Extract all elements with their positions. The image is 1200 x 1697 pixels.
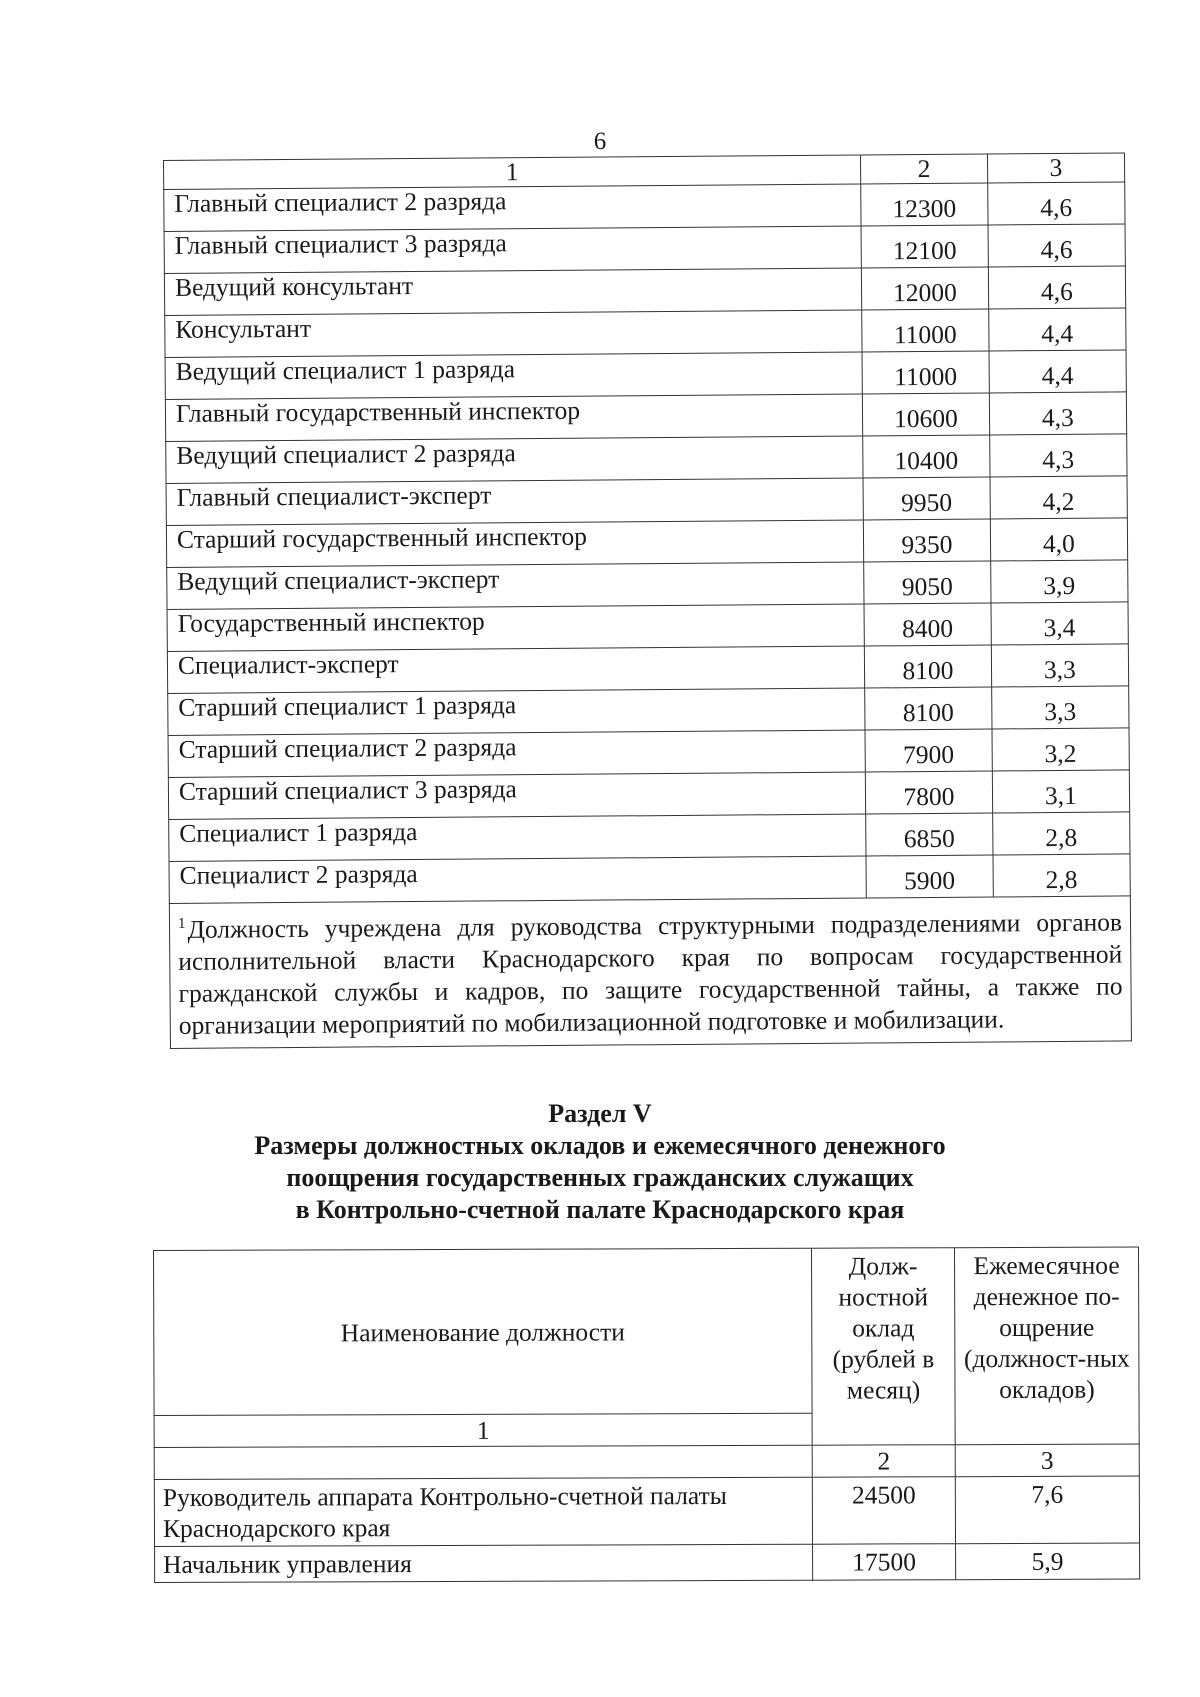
table-row: [164, 224, 1125, 274]
salary-value: 8400: [864, 603, 991, 646]
header-monthly-bonus: Ежемесячное денежное по-ощрение (должност-ных окладов): [954, 1247, 1139, 1445]
bonus-coefficient: 4,4: [989, 350, 1127, 393]
table-row: [167, 560, 1128, 610]
table-row: [168, 728, 1129, 778]
salary-value: 11000: [862, 351, 989, 394]
bonus-coefficient: 4,0: [990, 518, 1128, 561]
position-name: Ведущий специалист 1 разряда: [165, 352, 862, 399]
position-name: Консультант: [165, 310, 862, 357]
position-name: Специалист 1 разряда: [169, 814, 866, 861]
table-row: [167, 644, 1128, 694]
position-name: Начальник управления: [155, 1544, 813, 1582]
table-row: [165, 350, 1126, 400]
salary-value: 5900: [866, 855, 993, 898]
table-row: [165, 308, 1126, 358]
table-row: [168, 770, 1129, 820]
salary-value: 24500: [812, 1477, 955, 1544]
salary-value: 6850: [866, 813, 993, 856]
section-heading: [0, 1098, 1200, 1226]
spacer-cell: [154, 1445, 812, 1479]
table-row: [168, 686, 1129, 736]
footnote: [169, 896, 1131, 1049]
section-subtitle-line: в Контрольно-счетной палате Краснодарского края: [295, 1195, 905, 1224]
bonus-coefficient: 4,6: [988, 224, 1126, 267]
salary-value: 12300: [861, 183, 988, 226]
header-position-name: Наименование должности: [154, 1248, 813, 1415]
table-row: [169, 854, 1130, 904]
bonus-coefficient: 4,6: [987, 182, 1125, 225]
salary-value: 8100: [865, 687, 992, 730]
column-number: 3: [955, 1444, 1139, 1477]
column-number: 1: [154, 1413, 812, 1447]
bonus-coefficient: 4,4: [988, 308, 1126, 351]
position-name: Старший специалист 3 разряда: [168, 772, 865, 819]
bonus-coefficient: 2,8: [993, 854, 1131, 897]
position-name: Ведущий консультант: [164, 268, 861, 315]
position-name: Старший государственный инспектор: [166, 520, 863, 567]
column-number: 3: [987, 153, 1125, 183]
table-row: [167, 602, 1128, 652]
position-name: Специалист-эксперт: [167, 646, 864, 693]
bonus-coefficient: 4,2: [990, 476, 1128, 519]
salary-value: 7800: [865, 771, 992, 814]
position-name: Главный специалист-эксперт: [166, 478, 863, 525]
bonus-coefficient: 3,2: [992, 728, 1130, 771]
table-row: [166, 434, 1127, 484]
salary-value: 10400: [863, 435, 990, 478]
bonus-coefficient: 4,3: [989, 392, 1127, 435]
position-name: Главный специалист 2 разряда: [164, 184, 861, 231]
salary-table-continued: [163, 152, 1132, 1049]
salary-value: 17500: [813, 1544, 956, 1580]
column-number: 2: [812, 1445, 955, 1477]
kontrolno-schetnaya-palata-salary-table: [153, 1247, 1140, 1583]
bonus-coefficient: 3,1: [992, 770, 1130, 813]
salary-value: 8100: [864, 645, 991, 688]
page-number: 6: [593, 128, 607, 155]
position-name: Главный государственный инспектор: [165, 394, 862, 441]
column-number: 1: [164, 155, 861, 189]
salary-value: 7900: [865, 729, 992, 772]
bonus-coefficient: 3,9: [990, 560, 1128, 603]
section-title: Раздел V: [548, 1099, 652, 1128]
bonus-coefficient: 5,9: [956, 1543, 1140, 1580]
table-row: [166, 476, 1127, 526]
position-name: Старший специалист 1 разряда: [168, 688, 865, 735]
table-row: [165, 392, 1126, 442]
bonus-coefficient: 3,3: [991, 686, 1129, 729]
footnote-row: [169, 896, 1131, 1049]
position-name: Главный специалист 3 разряда: [164, 226, 861, 273]
header-salary: Долж-ностной оклад (рублей в месяц): [812, 1248, 956, 1445]
bonus-coefficient: 4,6: [988, 266, 1126, 309]
table-row: [154, 1476, 1139, 1546]
position-name: Ведущий специалист-эксперт: [167, 562, 864, 609]
bonus-coefficient: 7,6: [955, 1476, 1139, 1544]
table-row: [164, 266, 1125, 316]
table-row: [166, 518, 1127, 568]
bonus-coefficient: 2,8: [992, 812, 1130, 855]
table-row: [169, 812, 1130, 862]
section-subtitle-line: поощрения государственных гражданских служащих: [286, 1163, 914, 1192]
position-name: Руководитель аппарата Контрольно-счетной палаты Краснодарского края: [154, 1477, 812, 1546]
salary-value: 9350: [863, 519, 990, 562]
section-subtitle-line: Размеры должностных окладов и ежемесячного денежного: [254, 1131, 946, 1160]
table-header-row: [154, 1247, 1140, 1415]
salary-value: 12100: [861, 225, 988, 268]
salary-value: 9050: [864, 561, 991, 604]
column-number: 2: [861, 154, 988, 184]
table-row: [164, 182, 1125, 232]
table-row: [155, 1543, 1140, 1582]
salary-value: 11000: [862, 309, 989, 352]
bonus-coefficient: 3,4: [991, 602, 1129, 645]
position-name: Специалист 2 разряда: [169, 856, 866, 903]
position-name: Старший специалист 2 разряда: [168, 730, 865, 777]
salary-value: 9950: [863, 477, 990, 520]
salary-value: 12000: [862, 267, 989, 310]
position-name: Ведущий специалист 2 разряда: [166, 436, 863, 483]
position-name: Государственный инспектор: [167, 604, 864, 651]
salary-value: 10600: [863, 393, 990, 436]
footnote-mark: 1: [177, 915, 186, 932]
bonus-coefficient: 4,3: [989, 434, 1127, 477]
footnote-text: Должность учреждена для руководства структурными подразделениями органов исполнительной власти Краснодарского края по вопросам государственной гражданской службы и кадров, по защите государственной тайны, а также по организации мероприятий по мобилизационной подготовке и мобилизации.: [178, 907, 1123, 1040]
bonus-coefficient: 3,3: [991, 644, 1129, 687]
column-number-row: [154, 1444, 1139, 1479]
